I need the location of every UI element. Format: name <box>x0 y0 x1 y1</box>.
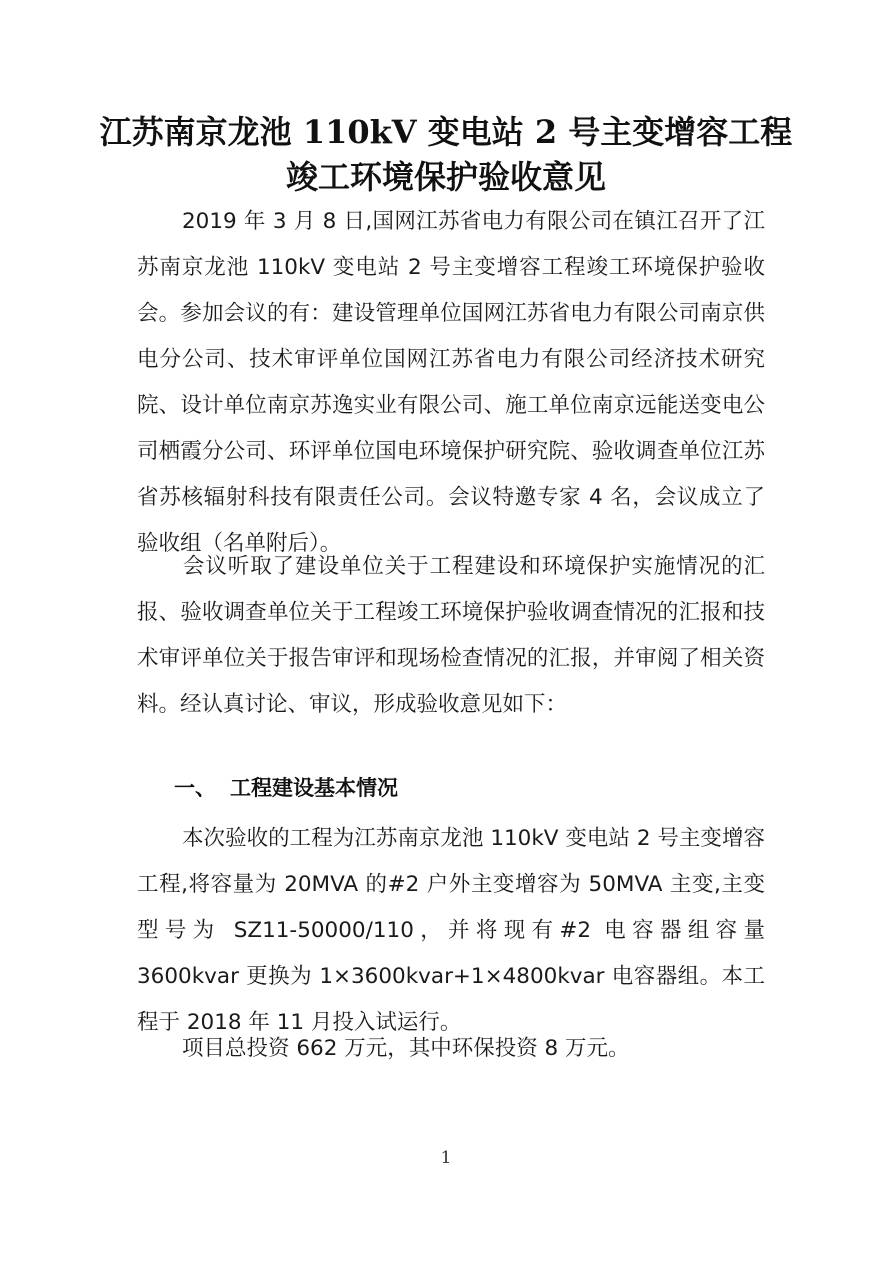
section-heading <box>174 771 398 805</box>
paragraph-text: 项目总投资 662 万元，其中环保投资 8 万元。 <box>182 1036 630 1061</box>
paragraph-text: 会议听取了建设单位关于工程建设和环境保护实施情况的汇报、验收调查单位关于工程竣工环境保护验收调查情况的汇报和技术审评单位关于报告审评和现场检查情况的汇报，并审阅了相关资料。经认真讨论、审议，形成验收意见如下： <box>137 554 765 717</box>
document-title-line2: 竣工环境保护验收意见 <box>285 158 606 196</box>
section-heading-text: 工程建设基本情况 <box>230 776 398 800</box>
paragraph-text: 本次验收的工程为江苏南京龙池 110kV 变电站 2 号主变增容工程,将容量为 20MVA 的#2 户外主变增容为 50MVA 主变,主变型号为 SZ11-50000/110，并将现有#2 电容器组容量 3600kvar 更换为 1×3600kvar+1×4800kvar 电容器组。本工程于 2018 年 11 月投入试运行。 <box>137 826 765 1035</box>
section-number: 一、 <box>174 776 216 800</box>
page-number: 1 <box>440 1148 452 1168</box>
paragraph-meeting-reports <box>137 544 765 728</box>
document-title-line1: 江苏南京龙池 110kV 变电站 2 号主变增容工程 <box>99 113 793 151</box>
paragraph-investment <box>137 1026 765 1072</box>
paragraph-project-description <box>137 816 765 1046</box>
paragraph-text: 2019 年 3 月 8 日,国网江苏省电力有限公司在镇江召开了江苏南京龙池 110kV 变电站 2 号主变增容工程竣工环境保护验收会。参加会议的有：建设管理单位国网江苏省电力有限公司南京供电分公司、技术审评单位国网江苏省电力有限公司经济技术研究院、设计单位南京苏逸实业有限公司、施工单位南京远能送变电公司栖霞分公司、环评单位国电环境保护研究院、验收调查单位江苏省苏核辐射科技有限责任公司。会议特邀专家 4 名，会议成立了验收组（名单附后）。 <box>137 209 765 556</box>
paragraph-meeting-intro <box>137 199 765 567</box>
